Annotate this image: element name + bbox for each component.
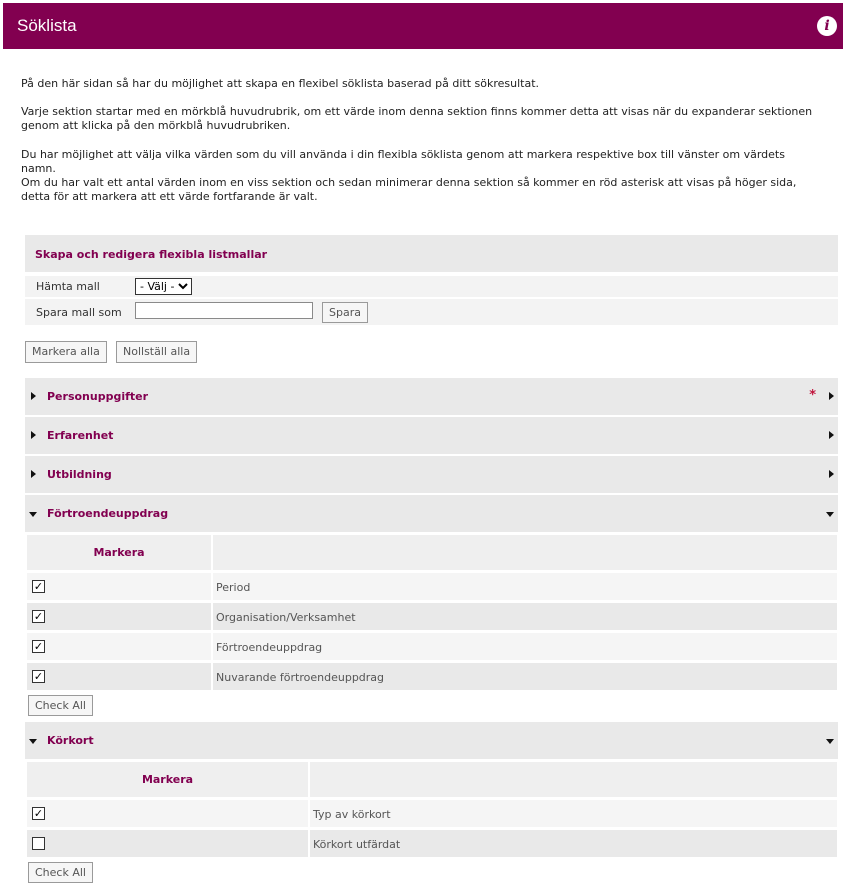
row-checkbox[interactable]: ✓	[33, 807, 44, 820]
row-label: Körkort utfärdat	[313, 838, 401, 851]
row-checkbox[interactable]: ✓	[33, 610, 44, 623]
table-header-value	[310, 762, 837, 797]
page-title: Söklista	[17, 16, 77, 35]
table-row	[27, 800, 837, 827]
section-korkort[interactable]	[25, 722, 838, 759]
section-fortroendeuppdrag[interactable]	[25, 495, 838, 532]
reset-all-button[interactable]: Nollställ alla	[116, 341, 197, 363]
expand-arrow-right-icon	[829, 470, 834, 478]
save-template-label: Spara mall som	[36, 306, 122, 319]
table-header-markera	[27, 535, 211, 570]
table-row	[27, 663, 837, 690]
mark-all-button[interactable]: Markera alla	[25, 341, 107, 363]
section-utbildning[interactable]	[25, 456, 838, 493]
section-title-erfarenhet: Erfarenhet	[47, 429, 114, 442]
save-template-button[interactable]: Spara	[322, 302, 368, 323]
collapse-arrow-icon	[29, 512, 37, 517]
selected-asterisk-icon: *	[809, 388, 816, 403]
column-divider	[308, 800, 310, 858]
column-header-markera: Markera	[93, 546, 145, 559]
save-template-input[interactable]	[135, 302, 313, 319]
template-section-title: Skapa och redigera flexibla listmallar	[35, 248, 268, 261]
fetch-template-select[interactable]	[135, 278, 192, 295]
intro-paragraph-1: På den här sidan så har du möjlighet att skapa en flexibel söklista baserad på ditt sökresultat.	[21, 77, 540, 90]
row-checkbox[interactable]	[32, 837, 45, 850]
expand-arrow-icon	[31, 470, 36, 478]
fetch-template-label: Hämta mall	[36, 280, 100, 293]
row-checkbox[interactable]: ✓	[33, 640, 44, 653]
section-title-fortroendeuppdrag: Förtroendeuppdrag	[47, 507, 169, 520]
collapse-arrow-right-icon	[826, 739, 834, 744]
intro-paragraph-4: Om du har valt ett antal värden inom en viss sektion och sedan minimerar denna sektion så kommer en röd asterisk att visas på höger sida, detta för att markera att ett värde fortfarande är valt.	[21, 176, 797, 203]
row-label: Förtroendeuppdrag	[216, 641, 323, 654]
section-erfarenhet[interactable]	[25, 417, 838, 454]
section-title-utbildning: Utbildning	[47, 468, 112, 481]
expand-arrow-right-icon	[829, 392, 834, 400]
expand-arrow-icon	[31, 431, 36, 439]
row-checkbox[interactable]: ✓	[33, 670, 44, 683]
table-header-value	[213, 535, 837, 570]
info-icon[interactable]: i	[817, 16, 837, 36]
table-row	[27, 633, 837, 660]
save-template-row	[25, 299, 838, 325]
intro-paragraph-2: Varje sektion startar med en mörkblå huvudrubrik, om ett värde inom denna sektion finns kommer detta att visas när du expanderar sektionen genom att klicka på den mörkblå huvudrubriken.	[21, 105, 813, 132]
collapse-arrow-right-icon	[826, 512, 834, 517]
row-label: Nuvarande förtroendeuppdrag	[216, 671, 385, 684]
expand-arrow-icon	[31, 392, 36, 400]
collapse-arrow-icon	[29, 739, 37, 744]
row-label: Typ av körkort	[313, 808, 391, 821]
row-label: Period	[216, 581, 251, 594]
section-title-korkort: Körkort	[47, 734, 94, 747]
section-title-personuppgifter: Personuppgifter	[47, 390, 149, 403]
row-label: Organisation/Verksamhet	[216, 611, 356, 624]
check-all-button[interactable]: Check All	[28, 695, 93, 716]
column-header-markera: Markera	[141, 773, 194, 786]
table-row	[27, 830, 837, 857]
page-header	[3, 3, 843, 49]
intro-paragraph-3: Du har möjlighet att välja vilka värden som du vill använda i din flexibla söklista genom att markera respektive box till vänster om värdets namn.	[21, 148, 785, 175]
table-row	[27, 573, 837, 600]
table-header-markera	[27, 762, 308, 797]
template-section-header	[25, 235, 838, 272]
table-row	[27, 603, 837, 630]
check-all-button[interactable]: Check All	[28, 862, 93, 883]
row-checkbox[interactable]: ✓	[33, 580, 44, 593]
expand-arrow-right-icon	[829, 431, 834, 439]
section-personuppgifter[interactable]	[25, 378, 838, 415]
column-divider	[211, 573, 213, 691]
fetch-template-row	[25, 276, 838, 297]
